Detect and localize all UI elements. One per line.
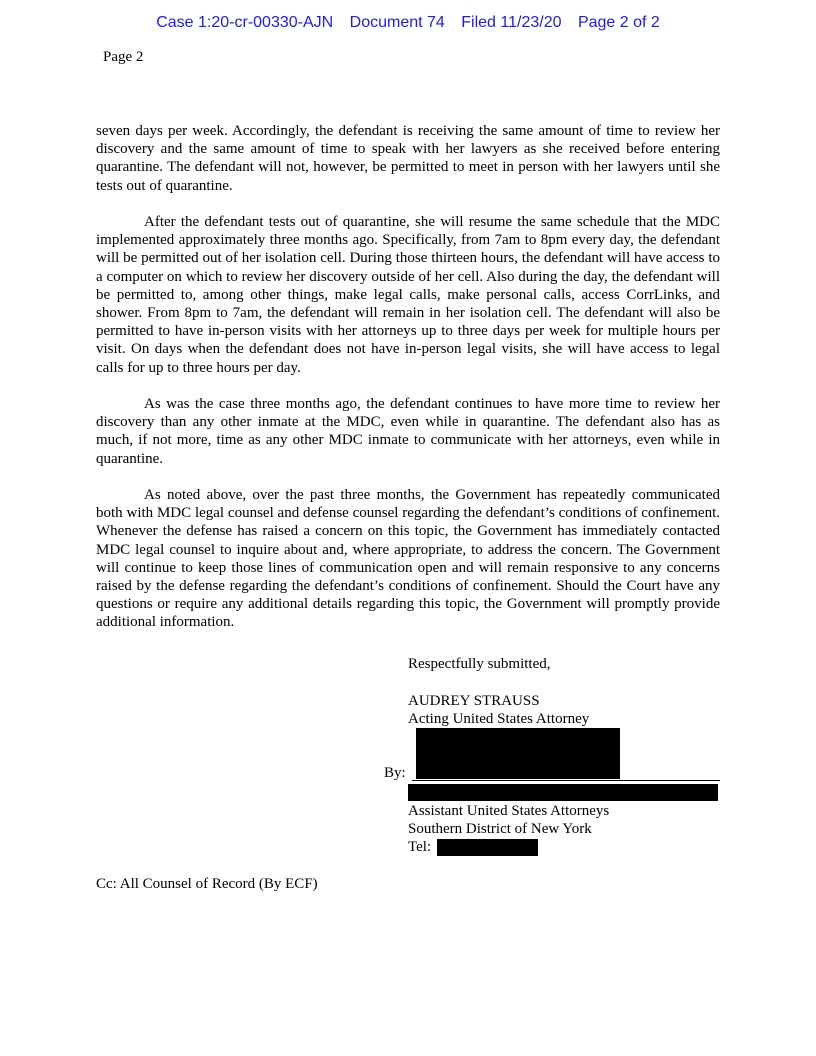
redacted-attorney-names [408,784,718,801]
signer-name: AUDREY STRAUSS [408,693,540,709]
document-number: Document 74 [349,14,445,31]
tel-label: Tel: [408,839,432,855]
paragraph-4: As noted above, over the past three months, the Government has repeatedly communicated both with MDC legal counsel and defense counsel regarding the defendant’s conditions of confinement. Whenever the defense has raised a concern on this topic, the Government has immediately contacted MDC legal counsel to inquire about and, where appropriate, to address the concern. The Government will continue to keep those lines of communication open and will remain responsive to any concerns raised by the defense regarding the defendant’s conditions of confinement. Should the Court have any questions or require any additional details regarding this topic, the Government will promptly provide additional information. [96,487,720,631]
letter-body [96,122,720,650]
paragraph-2: After the defendant tests out of quarantine, she will resume the same schedule that the MDC implemented approximately three months ago. Specifically, from 7am to 8pm every day, the defendant will be permitted out of her isolation cell. During those thirteen hours, the defendant will have access to a computer on which to review her discovery outside of her cell. Also during the day, the defendant will be permitted to, among other things, make legal calls, make personal calls, access CorrLinks, and shower. From 8pm to 7am, the defendant will remain in her isolation cell. The defendant will also be permitted to have in-person visits with her attorneys up to three days per week for multiple hours per visit. On days when the defendant does not have in-person legal visits, she will have access to legal calls for up to three hours per day. [96,214,720,376]
case-number: Case 1:20-cr-00330-AJN [156,14,334,31]
redacted-signature [416,728,620,779]
redacted-phone [437,839,538,856]
by-label: By: [384,765,406,781]
attorney-role: Assistant United States Attorneys [408,803,610,819]
paragraph-3: As was the case three months ago, the defendant continues to have more time to review her discovery than any other inmate at the MDC, even while in quarantine. The defendant also has as much, if not more, time as any other MDC inmate to communicate with her attorneys, even while in quarantine. [96,396,720,467]
ecf-header [0,14,816,32]
closing-line: Respectfully submitted, [408,656,551,672]
paragraph-1: seven days per week. Accordingly, the defendant is receiving the same amount of time to review her discovery and the same amount of time to speak with her lawyers as she received before entering quarantine. The defendant will not, however, be permitted to meet in person with her lawyers until she tests out of quarantine. [96,123,720,194]
page-label: Page 2 [103,49,144,65]
page-count: Page 2 of 2 [577,14,660,31]
signer-title: Acting United States Attorney [408,711,590,727]
filed-date: Filed 11/23/20 [461,14,562,31]
district-name: Southern District of New York [408,821,592,837]
signature-rule [412,780,720,781]
cc-line: Cc: All Counsel of Record (By ECF) [96,876,318,892]
